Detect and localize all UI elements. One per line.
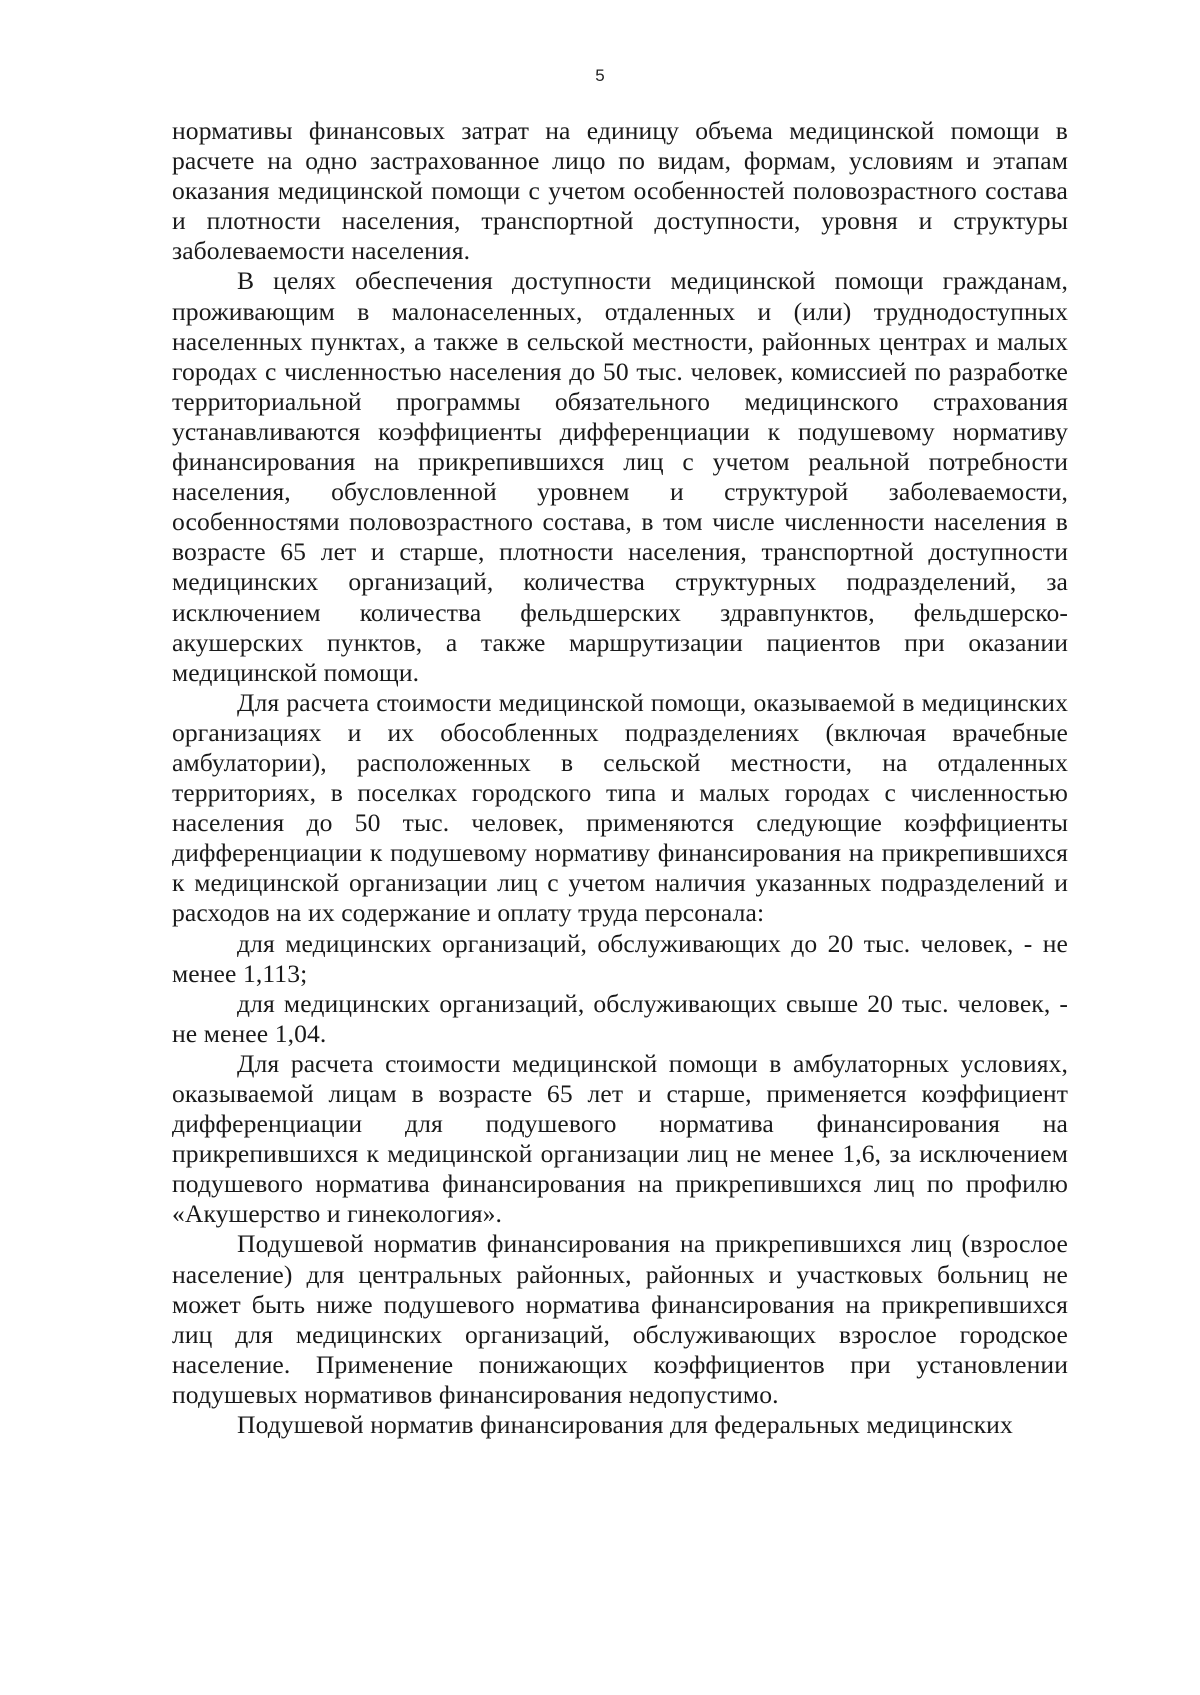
- paragraph: В целях обеспечения доступности медицинской помощи гражданам, проживающим в малонаселенных, отдаленных и (или) труднодоступных населенных пунктах, а также в сельской местности, районных центрах и малых городах с численностью населения до 50 тыс. человек, комиссией по разработке территориальной программы обязательного медицинского страхования устанавливаются коэффициенты дифференциации к подушевому нормативу финансирования на прикрепившихся лиц с учетом реальной потребности населения, обусловленной уровнем и структурой заболеваемости, особенностями половозрастного состава, в том числе численности населения в возрасте 65 лет и старше, плотности населения, транспортной доступности медицинских организаций, количества структурных подразделений, за исключением количества фельдшерских здравпунктов, фельдшерско-акушерских пунктов, а также маршрутизации пациентов при оказании медицинской помощи.: [172, 266, 1068, 687]
- page-number: 5: [595, 66, 605, 85]
- paragraph: Подушевой норматив финансирования на прикрепившихся лиц (взрослое население) для центральных районных, районных и участковых больниц не может быть ниже подушевого норматива финансирования на прикрепившихся лиц для медицинских организаций, обслуживающих взрослое городское население. Применение понижающих коэффициентов при установлении подушевых нормативов финансирования недопустимо.: [172, 1229, 1068, 1409]
- paragraph: Подушевой норматив финансирования для федеральных медицинских: [237, 1410, 1013, 1440]
- paragraph: Для расчета стоимости медицинской помощи в амбулаторных условиях, оказываемой лицам в возрасте 65 лет и старше, применяется коэффициент дифференциации для подушевого норматива финансирования на прикрепившихся к медицинской организации лиц не менее 1,6, за исключением подушевого норматива финансирования на прикрепившихся лиц по профилю «Акушерство и гинекология».: [172, 1048, 1068, 1229]
- paragraph: для медицинских организаций, обслуживающих свыше 20 тыс. человек, - не менее 1,04.: [172, 988, 1068, 1048]
- paragraph: Для расчета стоимости медицинской помощи, оказываемой в медицинских организациях и их обособленных подразделениях (включая врачебные амбулатории), расположенных в сельской местности, на отдаленных территориях, в поселках городского типа и малых городах с численностью населения до 50 тыс. человек, применяются следующие коэффициенты дифференциации к подушевому нормативу финансирования на прикрепившихся к медицинской организации лиц с учетом наличия указанных подразделений и расходов на их содержание и оплату труда персонала:: [172, 687, 1068, 928]
- document-body: [172, 116, 1068, 1440]
- paragraph: для медицинских организаций, обслуживающих до 20 тыс. человек, - не менее 1,113;: [172, 928, 1068, 988]
- paragraph: нормативы финансовых затрат на единицу объема медицинской помощи в расчете на одно застрахованное лицо по видам, формам, условиям и этапам оказания медицинской помощи с учетом особенностей половозрастного состава и плотности населения, транспортной доступности, уровня и структуры заболеваемости населения.: [172, 116, 1068, 266]
